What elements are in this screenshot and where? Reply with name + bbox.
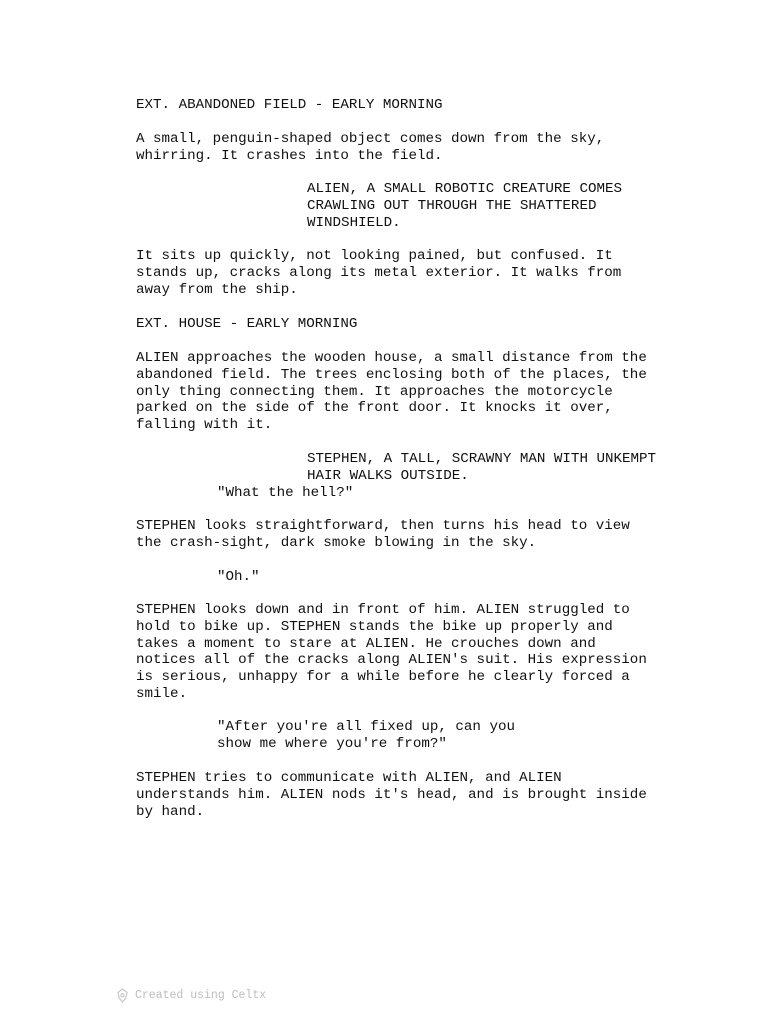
- action-line: It sits up quickly, not looking pained, but confused. It stands up, cracks along its metal exterior. It walks from away from the ship.: [136, 248, 622, 298]
- dialogue-line: "Oh.": [217, 569, 260, 585]
- scene-heading: EXT. ABANDONED FIELD - EARLY MORNING: [136, 97, 443, 113]
- action-line: STEPHEN tries to communicate with ALIEN, and ALIEN understands him. ALIEN nods it's head, and is brought inside by hand.: [136, 770, 647, 820]
- action-line: STEPHEN looks down and in front of him. ALIEN struggled to hold to bike up. STEPHEN stands the bike up properly and takes a moment to stare at ALIEN. He crouches down and notices all of the cracks along ALIEN's suit. His expression is serious, unhappy for a while before he clearly forced a smile.: [136, 602, 647, 702]
- dialogue-line: "What the hell?": [217, 485, 354, 501]
- shot-description: ALIEN, A SMALL ROBOTIC CREATURE COMES CRAWLING OUT THROUGH THE SHATTERED WINDSHIELD.: [307, 181, 623, 231]
- action-line: ALIEN approaches the wooden house, a small distance from the abandoned field. The trees enclosing both of the places, the only thing connecting them. It approaches the motorcycle parked on the side of the front door. It knocks it over, falling with it.: [136, 350, 647, 434]
- footer-text: Created using Celtx: [135, 989, 267, 1002]
- action-line: A small, penguin-shaped object comes down from the sky, whirring. It crashes into the field.: [136, 131, 605, 164]
- celtx-logo-icon: [116, 988, 129, 1003]
- shot-description: STEPHEN, A TALL, SCRAWNY MAN WITH UNKEMPT HAIR WALKS OUTSIDE.: [307, 451, 657, 484]
- scene-heading: EXT. HOUSE - EARLY MORNING: [136, 316, 358, 332]
- dialogue-line: "After you're all fixed up, can you show me where you're from?": [217, 719, 515, 752]
- footer: [116, 988, 266, 1003]
- action-line: STEPHEN looks straightforward, then turns his head to view the crash-sight, dark smoke blowing in the sky.: [136, 518, 630, 551]
